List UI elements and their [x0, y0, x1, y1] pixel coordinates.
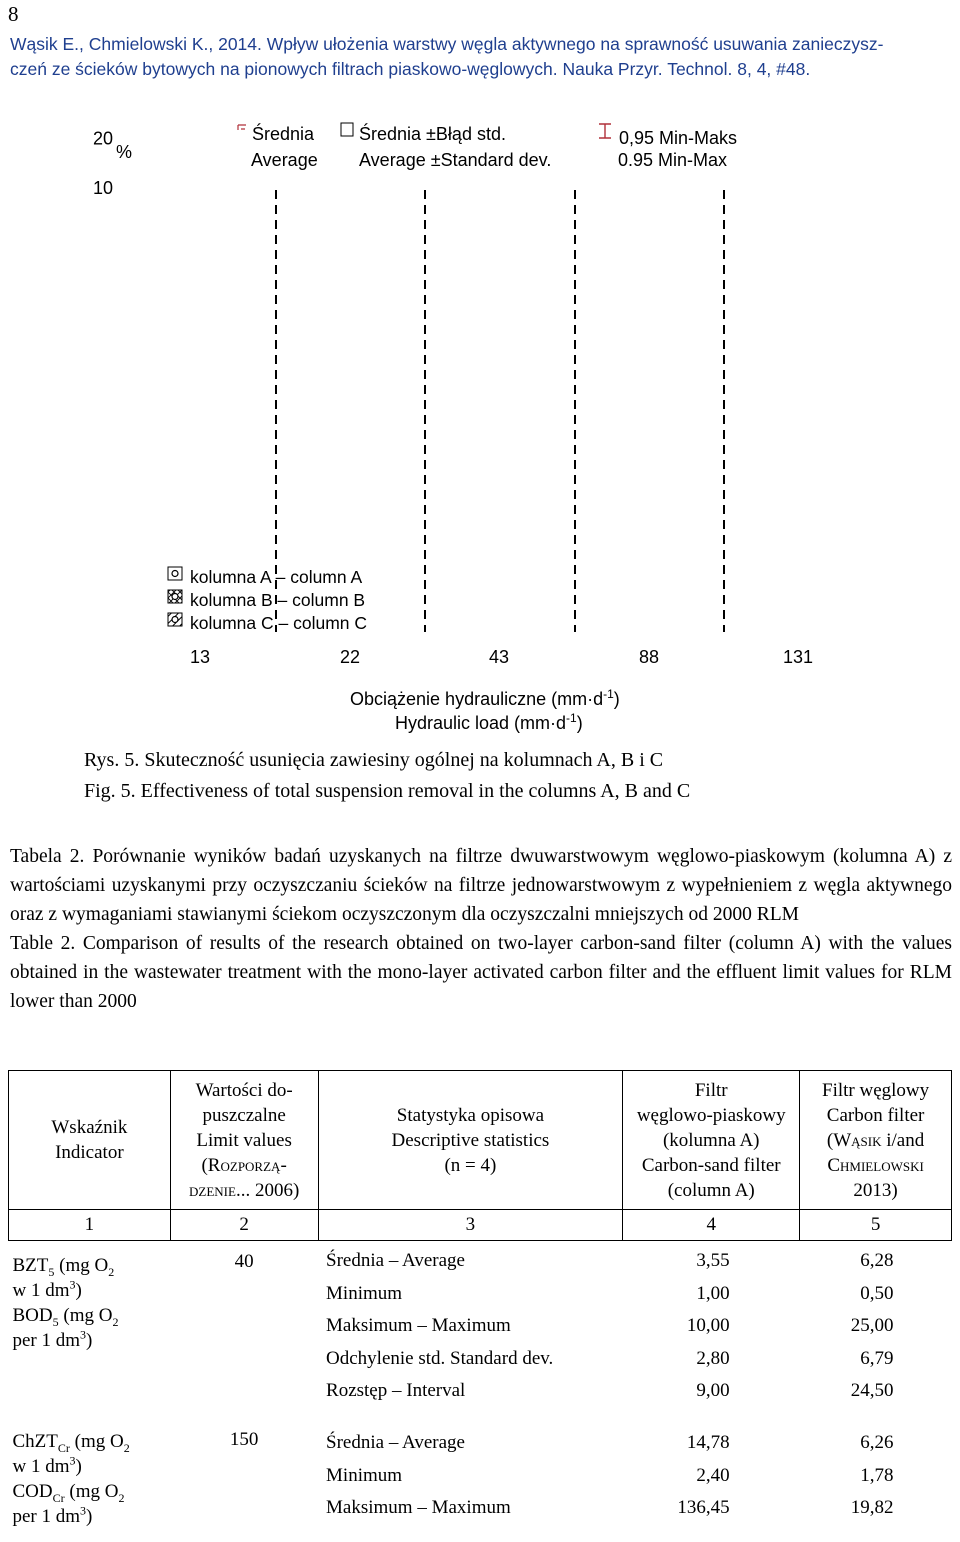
figure-caption-en: Fig. 5. Effectiveness of total suspension removal in the columns A, B and C: [84, 780, 691, 802]
comparison-table: [8, 1070, 952, 1529]
legend-average-en: Average: [251, 150, 318, 170]
boxplot-chart: [0, 112, 960, 742]
values-carbon-bod: 6,28 0,50 25,00 6,79 24,50: [850, 1250, 894, 1401]
group-separators: [276, 190, 724, 632]
y-tick-label: 10: [92, 178, 113, 199]
x-category-label: 43: [488, 647, 510, 667]
header-limit-values: Wartości do- puszczalne Limit values (Rozporzą- dzenie... 2006): [170, 1071, 318, 1210]
page-number: 8: [8, 2, 19, 26]
header-indicator: Wskaźnik Indicator: [9, 1071, 171, 1210]
y-axis-unit: %: [116, 142, 133, 162]
legend-columns: [168, 567, 367, 633]
figure-caption-pl: Rys. 5. Skuteczność usunięcia zawiesiny ogólnej na kolumnach A, B i C: [84, 749, 664, 771]
y-axis: [83, 112, 132, 198]
table-row-bod: [9, 1241, 952, 1428]
limit-cod: 150: [229, 1429, 259, 1450]
legend-top: [238, 123, 737, 170]
values-filter-a-bod: 3,55 1,00 10,00 2,80 9,00: [686, 1250, 730, 1401]
indicator-bod: $BZT_5$ (mg $O_2$ w 1 $dm^3$) $BOD_5$ (mg $O_2$ per 1 $dm^3$): [12, 1255, 119, 1351]
table-caption-en: Table 2. Comparison of results of the research obtained on two-layer carbon-sand filter (column A) with the values obtained in the wastewater treatment with the mono-layer activated carbon filter and the effluent limit values for RLM lower than 2000: [10, 933, 952, 1012]
x-category-label: 131: [782, 647, 814, 667]
legend-minmax-pl: 0,95 Min-Maks: [619, 128, 738, 148]
values-carbon-cod: 6,26 1,78 19,82: [850, 1432, 894, 1518]
column-number-row: 1 2 3 4 5: [9, 1210, 952, 1241]
y-tick-label: 20: [92, 128, 113, 149]
stats-labels-bod: Średnia – Average Minimum Maksimum – Maximum Odchylenie std. Standard dev. Rozstęp – Interval: [326, 1250, 554, 1401]
legend-sd-pl: Średnia ±Błąd std.: [359, 124, 506, 144]
table-caption-pl: Tabela 2. Porównanie wyników badań uzyskanych na filtrze dwuwarstwowym węglowo-piaskowym (kolumna A) z wartościami uzyskanymi przy oczyszczaniu ścieków na filtrze jednowarstwowym z wypełnieniem z węgla aktywnego oraz z wymaganiami stawianymi ściekom oczyszczonym dla oczyszczalni mniejszych od 2000 RLM: [10, 846, 952, 925]
header-carbon-filter: Filtr węglowy Carbon filter (Wąsik i/and Chmielowski 2013): [800, 1071, 952, 1210]
whisker-marker-icon: [599, 124, 611, 138]
legend-average-pl: Średnia: [252, 124, 315, 144]
header-descriptive-stats: Statystyka opisowa Descriptive statistics (n = 4): [318, 1071, 623, 1210]
x-category-label: 13: [189, 647, 211, 667]
x-category-label: 88: [638, 647, 660, 667]
x-axis-title-en: Hydraulic load $(mm\cdot d^{-1})$: [395, 711, 583, 733]
indicator-cod: ChZT$_{Cr}$ (mg $O_2$ w 1 $dm^3$) $COD_{Cr}$ (mg $O_2$ per 1 $dm^3$): [12, 1431, 130, 1527]
running-head: [10, 32, 950, 82]
running-head-line-1: Wąsik E., Chmielowski K., 2014. Wpływ ułożenia warstwy węgla aktywnego na sprawność usuwania zanieczysz-: [10, 34, 884, 54]
legend-column-c: kolumna C – column C: [190, 613, 368, 633]
legend-minmax-en: 0.95 Min-Max: [618, 150, 728, 170]
table-caption: [10, 842, 952, 1016]
x-axis-title-pl: Obciążenie hydrauliczne $(mm\cdot d^{-1})$: [350, 687, 620, 709]
legend-column-a: kolumna A – column A: [190, 567, 363, 587]
box-marker-icon: [341, 123, 353, 136]
average-marker-icon: [238, 125, 246, 130]
table-row-cod: [9, 1427, 952, 1529]
running-head-line-2: czeń ze ścieków bytowych na pionowych filtrach piaskowo-węglowych. Nauka Przyr. Technol. 8, 4, #48.: [10, 59, 811, 79]
table-header-row: [9, 1071, 952, 1210]
limit-bod: 40: [234, 1251, 254, 1272]
header-carbon-sand-filter: Filtr węglowo-piaskowy (kolumna A) Carbon-sand filter (column A): [623, 1071, 800, 1210]
legend-sd-en: Average ±Standard dev.: [359, 150, 552, 170]
stats-labels-cod: Średnia – Average Minimum Maksimum – Maximum: [326, 1432, 511, 1518]
legend-column-b: kolumna B – column B: [190, 590, 366, 610]
figure-caption: [84, 745, 690, 807]
values-filter-a-cod: 14,78 2,40 136,45: [677, 1432, 730, 1518]
x-category-label: 22: [339, 647, 361, 667]
x-axis-categories: [190, 647, 813, 667]
